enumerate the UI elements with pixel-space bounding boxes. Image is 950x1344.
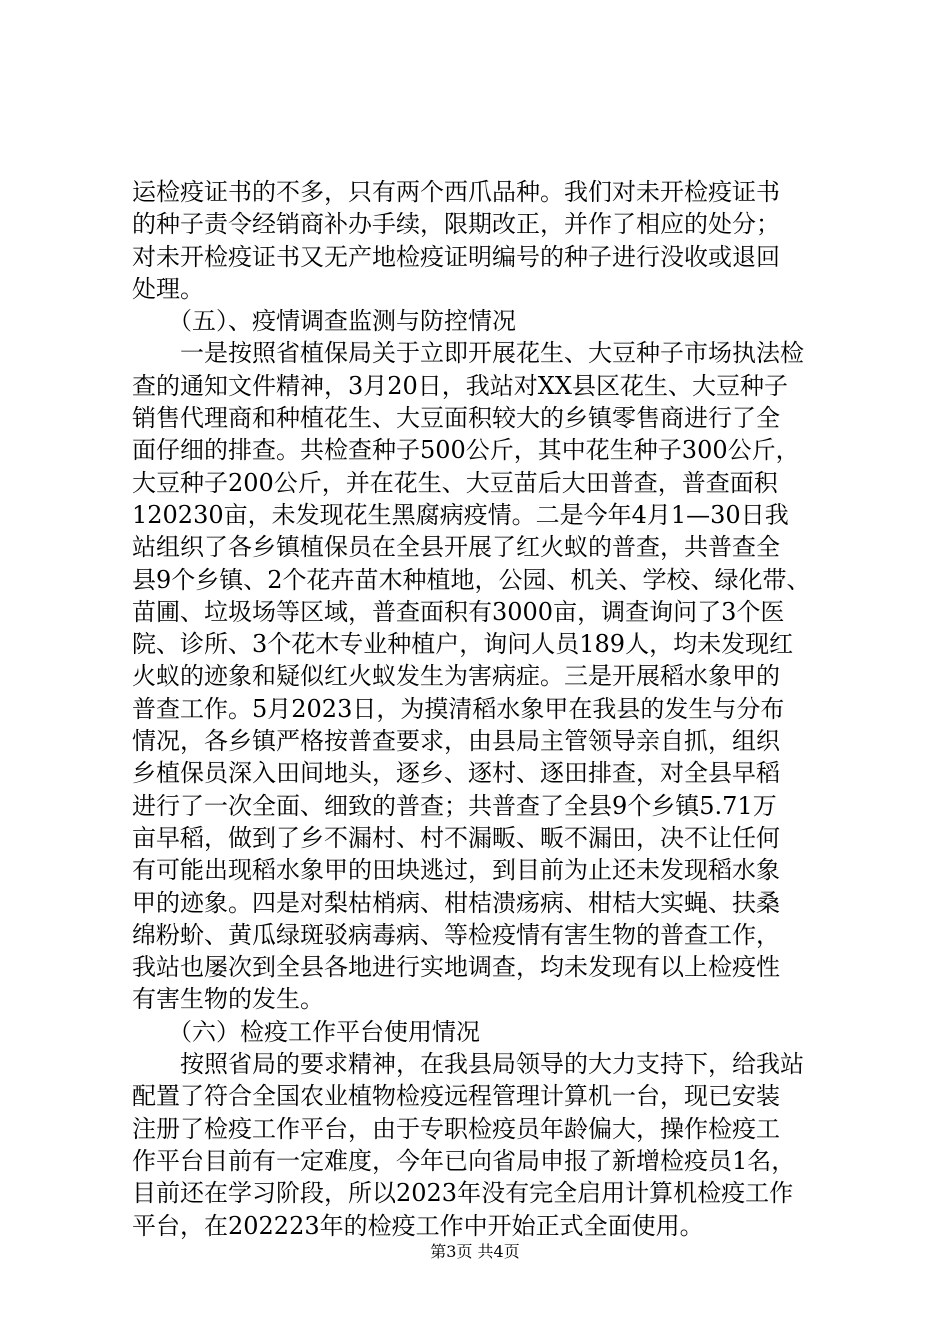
text-line: 站组织了各乡镇植保员在全县开展了红火蚁的普查，共普查全 (132, 533, 780, 562)
text-line: 目前还在学习阶段，所以2023年没有完全启用计算机检疫工作 (132, 1179, 794, 1208)
text-line: 苗圃、垃圾场等区域，普查面积有3000亩，调查询问了3个医 (132, 597, 785, 626)
text-line: 甲的迹象。四是对梨枯梢病、柑桔溃疡病、柑桔大实蝇、扶桑 (132, 888, 780, 917)
text-line: 有害生物的发生。 (132, 985, 324, 1014)
text-line: 配置了符合全国农业植物检疫远程管理计算机一台，现已安装 (132, 1082, 780, 1111)
text-line: 乡植保员深入田间地头，逐乡、逐村、逐田排查，对全县早稻 (132, 759, 780, 788)
text-line: 我站也屡次到全县各地进行实地调查，均未发现有以上检疫性 (132, 953, 780, 982)
text-line: 对未开检疫证书又无产地检疫证明编号的种子进行没收或退回 (132, 242, 780, 271)
text-line: 按照省局的要求精神，在我县局领导的大力支持下，给我站 (132, 1050, 804, 1079)
section-heading-6: （六）检疫工作平台使用情况 (132, 1017, 480, 1046)
text-line: 大豆种子200公斤，并在花生、大豆苗后大田普查，普查面积 (132, 468, 778, 497)
text-line: 一是按照省植保局关于立即开展花生、大豆种子市场执法检 (132, 339, 804, 368)
text-line: 作平台目前有一定难度，今年已向省局申报了新增检疫员1名， (132, 1146, 796, 1175)
text-line: 火蚁的迹象和疑似红火蚁发生为害病症。三是开展稻水象甲的 (132, 662, 780, 691)
text-line: 面仔细的排查。共检查种子500公斤，其中花生种子300公斤， (132, 436, 800, 465)
page-number-footer: 第3页 共4页 (430, 1242, 520, 1261)
text-line: 120230亩，未发现花生黑腐病疫情。二是今年4月1—30日我 (132, 500, 789, 529)
text-line: 平台，在202223年的检疫工作中开始正式全面使用。 (132, 1211, 704, 1240)
text-line: 亩早稻，做到了乡不漏村、村不漏畈、畈不漏田，决不让任何 (132, 823, 780, 852)
text-line: 的种子责令经销商补办手续，限期改正，并作了相应的处分； (132, 210, 780, 239)
text-line: 院、诊所、3个花木专业种植户，询问人员189人，均未发现红 (132, 630, 794, 659)
text-line: 绵粉蚧、黄瓜绿斑驳病毒病、等检疫情有害生物的普查工作， (132, 920, 780, 949)
text-line: 销售代理商和种植花生、大豆面积较大的乡镇零售商进行了全 (132, 404, 780, 433)
text-line: 县9个乡镇、2个花卉苗木种植地，公园、机关、学校、绿化带、 (132, 565, 811, 594)
section-heading-5: （五）、疫情调查监测与防控情况 (132, 307, 516, 336)
text-line: 进行了一次全面、细致的普查；共普查了全县9个乡镇5.71万 (132, 791, 777, 820)
document-body (132, 176, 832, 1242)
text-line: 处理。 (132, 274, 204, 303)
text-line: 有可能出现稻水象甲的田块逃过，到目前为止还未发现稻水象 (132, 856, 780, 885)
text-line: 查的通知文件精神，3月20日，我站对XX县区花生、大豆种子 (132, 371, 788, 400)
text-line: 普查工作。5月2023日，为摸清稻水象甲在我县的发生与分布 (132, 694, 785, 723)
text-line: 运检疫证书的不多，只有两个西爪品种。我们对未开检疫证书 (132, 178, 780, 206)
text-line: 情况，各乡镇严格按普查要求，由县局主管领导亲自抓，组织 (132, 727, 780, 756)
text-line: 注册了检疫工作平台，由于专职检疫员年龄偏大，操作检疫工 (132, 1114, 780, 1143)
